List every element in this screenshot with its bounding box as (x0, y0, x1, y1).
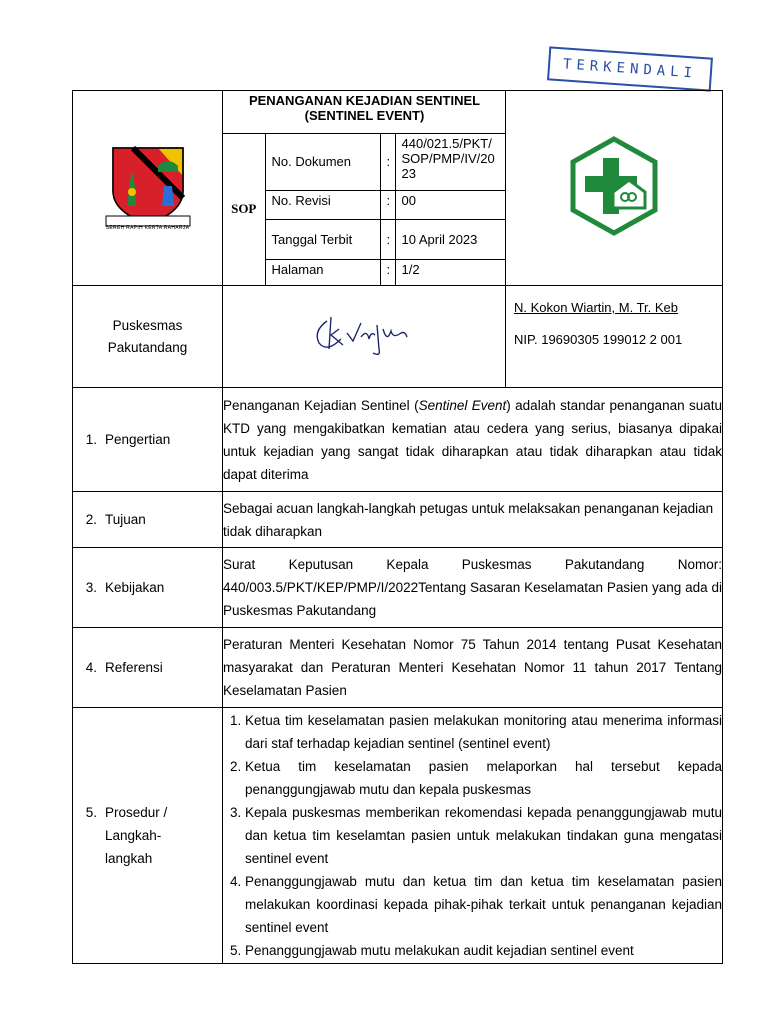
section-prosedur-label (73, 708, 223, 964)
puskesmas-logo-cell (506, 91, 723, 286)
procedure-step-list (223, 709, 722, 962)
organization-name (73, 286, 223, 388)
field-value-no-dokumen: 440/021.5/PKT/SOP/PMP/IV/2023 (395, 133, 506, 190)
field-value-no-revisi: 00 (395, 190, 506, 219)
section-number: 1. (85, 432, 97, 447)
field-colon: : (380, 259, 395, 285)
procedure-step: 5. Penanggungjawab mutu melakukan audit kejadian sentinel event (245, 939, 722, 962)
section-referensi-text: Peraturan Menteri Kesehatan Nomor 75 Tahun 2014 tentang Pusat Kesehatan masyarakat dan Peraturan Menteri Kesehatan Nomor 11 tahun 2017 Tentang Keselamatan Pasien (223, 628, 723, 708)
section-label: Pengertian (105, 432, 171, 447)
field-colon: : (380, 133, 395, 190)
signer-nip: NIP. 19690305 199012 2 001 (514, 332, 683, 347)
section-label-line3: langkah (105, 851, 153, 866)
section-tujuan-label (73, 492, 223, 548)
section-label: Kebijakan (105, 580, 165, 595)
puskesmas-logo-icon (569, 136, 659, 236)
signer-name: N. Kokon Wiartin, M. Tr. Keb (514, 300, 678, 315)
regency-crest-icon (98, 146, 198, 232)
procedure-step: 3. Kepala puskesmas memberikan rekomendasi kepada penanggungjawab mutu dan ketua tim keselamtan pasien untuk melakukan tindakan guna mengatasi sentinel event (245, 801, 722, 870)
field-label: Halaman (265, 259, 380, 285)
field-value-halaman: 1/2 (395, 259, 506, 285)
section-pengertian-label (73, 388, 223, 492)
sop-title-line1: PENANGANAN KEJADIAN SENTINEL (248, 93, 481, 108)
section-number: 3. (85, 580, 97, 595)
section-label: Tujuan (105, 512, 146, 527)
text-part: ) adalah standar penanganan suatu KTD yang mengakibatkan kematian atau cedera yang serius, biasanya dipakai untuk kejadian yang sangat tidak diharapkan atau tidak diharapkan atau tidak dapat diterima (223, 397, 723, 482)
field-colon: : (380, 219, 395, 259)
text-italic: Sentinel Event (418, 397, 507, 413)
field-value-tanggal-terbit: 10 April 2023 (395, 219, 506, 259)
section-tujuan-text: Sebagai acuan langkah-langkah petugas untuk melaksakan penanganan kejadian tidak diharapkan (223, 492, 723, 548)
section-kebijakan-text: Surat Keputusan Kepala Puskesmas Pakutandang Nomor: 440/003.5/PKT/KEP/PMP/I/2022Tentang Sasaran Keselamatan Pasien yang ada di Puskesmas Pakutandang (223, 548, 723, 628)
section-prosedur-steps (223, 708, 723, 964)
procedure-step: 4. Penanggungjawab mutu dan ketua tim dan ketua tim keselamatan pasien melakukan koordinasi kepada pihak-pihak terkait untuk penanganan kejadian sentinel event (245, 870, 722, 939)
section-number: 2. (85, 512, 97, 527)
field-label: Tanggal Terbit (265, 219, 380, 259)
section-kebijakan-label (73, 548, 223, 628)
procedure-step: 1. Ketua tim keselamatan pasien melakukan monitoring atau menerima informasi dari staf terhadap kejadian sentinel (sentinel event) (245, 709, 722, 755)
section-label-line2: Langkah- (105, 828, 162, 843)
section-number: 5. (85, 805, 97, 820)
section-pengertian-text (223, 388, 723, 492)
section-referensi-label (73, 628, 223, 708)
organization-name-line2: Pakutandang (107, 339, 188, 355)
section-label-line1: Prosedur / (105, 805, 168, 820)
field-colon: : (380, 190, 395, 219)
organization-name-line1: Puskesmas (112, 317, 183, 333)
field-label: No. Revisi (265, 190, 380, 219)
regency-logo-motto: SEREH RAPIH KERTA RAHARJA (105, 224, 190, 231)
sop-title-line2: (SENTINEL EVENT) (304, 108, 425, 123)
field-label: No. Dokumen (265, 133, 380, 190)
document-header-subtable (223, 91, 506, 285)
terkendali-stamp: TERKENDALI (547, 46, 713, 91)
section-number: 4. (85, 660, 97, 675)
signature-cell (223, 286, 506, 388)
handwritten-signature (309, 309, 419, 359)
text-part: Penanganan Kejadian Sentinel ( (223, 397, 419, 413)
procedure-step: 2. Ketua tim keselamatan pasien melaporkan hal tersebut kepada penanggungjawab mutu dan kepala puskesmas (245, 755, 722, 801)
document-header-cell (223, 91, 506, 286)
sop-label: SOP (223, 133, 265, 285)
sop-document-table (72, 90, 723, 964)
section-label: Referensi (105, 660, 163, 675)
sop-title (223, 91, 506, 133)
regency-logo-cell (73, 91, 223, 286)
signer-cell (506, 286, 723, 388)
